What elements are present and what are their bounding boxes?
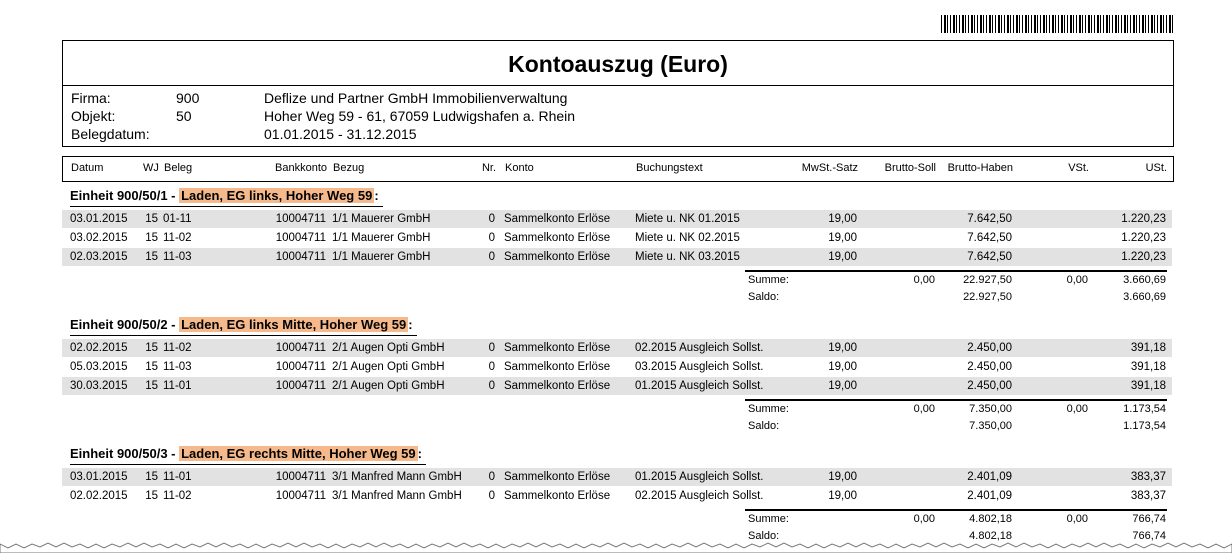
cell-bezug: 1/1 Mauerer GmbH [332, 213, 431, 225]
cell-ust: 1.220,23 [1121, 251, 1166, 263]
cell-beleg: 01-11 [163, 213, 192, 225]
cell-mwst: 19,00 [828, 361, 857, 373]
cell-text: 02.2015 Ausgleich Sollst. [635, 490, 764, 502]
summe-haben: 4.802,18 [969, 513, 1012, 525]
firma-name: Deflize und Partner GmbH Immobilienverwaltung [264, 90, 568, 106]
cell-haben: 2.450,00 [967, 361, 1012, 373]
cell-datum: 02.03.2015 [70, 251, 128, 263]
cell-datum: 03.02.2015 [70, 232, 128, 244]
cell-nr: 0 [488, 251, 495, 263]
objekt-adresse: Hoher Weg 59 - 61, 67059 Ludwigshafen a. Rhein [264, 108, 576, 124]
einheit-highlight: Laden, EG rechts Mitte, Hoher Weg 59 [181, 446, 416, 461]
cell-nr: 0 [488, 380, 495, 392]
cell-haben: 7.642,50 [967, 251, 1012, 263]
cell-datum: 03.01.2015 [70, 471, 128, 483]
cell-beleg: 11-03 [163, 361, 192, 373]
summe-ust: 1.173,54 [1123, 403, 1166, 415]
cell-text: 01.2015 Ausgleich Sollst. [635, 471, 764, 483]
summe-ust: 3.660,69 [1123, 274, 1166, 286]
cell-konto: Sammelkonto Erlöse [504, 490, 611, 502]
page-title: Kontoauszug (Euro) [508, 51, 728, 77]
cell-wj: 15 [145, 380, 158, 392]
col-brutto-haben: Brutto-Haben [947, 162, 1013, 174]
cell-beleg: 11-03 [163, 251, 192, 263]
cell-bezug: 2/1 Augen Opti GmbH [332, 342, 445, 354]
col-bezug: Bezug [333, 162, 365, 174]
cell-nr: 0 [488, 232, 495, 244]
einheit-suffix: : [417, 446, 422, 461]
cell-wj: 15 [145, 342, 158, 354]
cell-bankkonto: 10004711 [275, 490, 326, 502]
col-ust: USt. [1145, 162, 1167, 174]
cell-beleg: 11-01 [163, 471, 192, 483]
col-mwst: MwSt.-Satz [801, 162, 858, 174]
cell-beleg: 11-02 [163, 342, 192, 354]
summe-vst: 0,00 [1066, 513, 1088, 525]
cell-nr: 0 [488, 213, 495, 225]
cell-nr: 0 [488, 342, 495, 354]
cell-bezug: 3/1 Manfred Mann GmbH [332, 471, 462, 483]
cell-mwst: 19,00 [828, 490, 857, 502]
objekt-label: Objekt: [71, 108, 116, 124]
cell-beleg: 11-01 [163, 380, 192, 392]
saldo-haben: 4.802,18 [969, 530, 1012, 542]
cell-bankkonto: 10004711 [275, 251, 326, 263]
cell-ust: 383,37 [1130, 490, 1166, 502]
einheit-prefix: Einheit 900/50/2 - [70, 317, 180, 332]
cell-konto: Sammelkonto Erlöse [504, 380, 611, 392]
summe-soll: 0,00 [913, 403, 935, 415]
saldo-ust: 766,74 [1132, 530, 1166, 542]
belegdatum-label: Belegdatum: [71, 126, 150, 142]
col-buchungstext: Buchungstext [636, 162, 703, 174]
cell-wj: 15 [145, 471, 158, 483]
cell-datum: 05.03.2015 [70, 361, 128, 373]
col-bankkonto: Bankkonto [275, 162, 327, 174]
cell-wj: 15 [145, 251, 158, 263]
summe-haben: 7.350,00 [969, 403, 1012, 415]
col-vst: VSt. [1068, 162, 1089, 174]
cell-bankkonto: 10004711 [275, 380, 326, 392]
col-wj: WJ [143, 162, 159, 174]
col-nr: Nr. [481, 162, 496, 174]
cell-bezug: 1/1 Mauerer GmbH [332, 251, 431, 263]
summe-ust: 766,74 [1132, 513, 1166, 525]
cell-ust: 391,18 [1130, 361, 1166, 373]
cell-text: 02.2015 Ausgleich Sollst. [635, 342, 764, 354]
col-beleg: Beleg [164, 162, 193, 174]
cell-mwst: 19,00 [828, 380, 857, 392]
cell-haben: 2.401,09 [967, 490, 1012, 502]
summe-vst: 0,00 [1066, 403, 1088, 415]
cell-konto: Sammelkonto Erlöse [504, 213, 611, 225]
belegdatum-range: 01.01.2015 - 31.12.2015 [264, 126, 417, 142]
cell-konto: Sammelkonto Erlöse [504, 342, 611, 354]
cell-nr: 0 [488, 490, 495, 502]
cell-mwst: 19,00 [828, 471, 857, 483]
cell-konto: Sammelkonto Erlöse [504, 251, 611, 263]
saldo-haben: 22.927,50 [963, 291, 1012, 303]
summe-vst: 0,00 [1066, 274, 1088, 286]
firma-label: Firma: [71, 90, 111, 106]
cell-bezug: 1/1 Mauerer GmbH [332, 232, 431, 244]
cell-wj: 15 [145, 213, 158, 225]
cell-text: Miete u. NK 02.2015 [635, 232, 740, 244]
saldo-haben: 7.350,00 [969, 420, 1012, 432]
cell-bankkonto: 10004711 [275, 361, 326, 373]
cell-datum: 02.02.2015 [70, 490, 128, 502]
cell-bezug: 2/1 Augen Opti GmbH [332, 380, 445, 392]
einheit-prefix: Einheit 900/50/3 - [70, 446, 180, 461]
cell-bezug: 3/1 Manfred Mann GmbH [332, 490, 462, 502]
cell-bankkonto: 10004711 [275, 342, 326, 354]
summe-label: Summe: [748, 274, 789, 286]
cell-konto: Sammelkonto Erlöse [504, 471, 611, 483]
cell-text: Miete u. NK 03.2015 [635, 251, 740, 263]
cell-mwst: 19,00 [828, 251, 857, 263]
cell-nr: 0 [488, 361, 495, 373]
saldo-label: Saldo: [748, 291, 780, 303]
cell-konto: Sammelkonto Erlöse [504, 361, 611, 373]
saldo-label: Saldo: [748, 420, 780, 432]
cell-bankkonto: 10004711 [275, 471, 326, 483]
cell-wj: 15 [145, 490, 158, 502]
firma-nr: 900 [176, 90, 200, 106]
cell-haben: 2.401,09 [967, 471, 1012, 483]
cell-haben: 2.450,00 [967, 342, 1012, 354]
cell-datum: 03.01.2015 [70, 213, 128, 225]
cell-haben: 7.642,50 [967, 232, 1012, 244]
objekt-nr: 50 [176, 108, 192, 124]
col-brutto-soll: Brutto-Soll [884, 162, 936, 174]
saldo-ust: 1.173,54 [1123, 420, 1166, 432]
summe-label: Summe: [748, 513, 789, 525]
einheit-prefix: Einheit 900/50/1 - [70, 188, 180, 203]
cell-konto: Sammelkonto Erlöse [504, 232, 611, 244]
cell-haben: 2.450,00 [967, 380, 1012, 392]
summe-soll: 0,00 [913, 513, 935, 525]
cell-ust: 383,37 [1130, 471, 1166, 483]
cell-ust: 1.220,23 [1121, 213, 1166, 225]
cell-datum: 02.02.2015 [70, 342, 128, 354]
einheit-suffix: : [374, 188, 379, 203]
cell-bankkonto: 10004711 [275, 232, 326, 244]
einheit-highlight: Laden, EG links Mitte, Hoher Weg 59 [181, 317, 407, 332]
cell-text: 03.2015 Ausgleich Sollst. [635, 361, 764, 373]
cell-mwst: 19,00 [828, 213, 857, 225]
summe-label: Summe: [748, 403, 789, 415]
cell-beleg: 11-02 [163, 490, 192, 502]
cell-bankkonto: 10004711 [275, 213, 326, 225]
cell-ust: 1.220,23 [1121, 232, 1166, 244]
cell-mwst: 19,00 [828, 342, 857, 354]
cell-mwst: 19,00 [828, 232, 857, 244]
saldo-ust: 3.660,69 [1123, 291, 1166, 303]
summe-haben: 22.927,50 [963, 274, 1012, 286]
cell-ust: 391,18 [1130, 342, 1166, 354]
cell-wj: 15 [145, 232, 158, 244]
col-datum: Datum [71, 162, 104, 174]
cell-wj: 15 [145, 361, 158, 373]
cell-text: 01.2015 Ausgleich Sollst. [635, 380, 764, 392]
cell-nr: 0 [488, 471, 495, 483]
einheit-highlight: Laden, EG links, Hoher Weg 59 [181, 188, 373, 203]
cell-text: Miete u. NK 01.2015 [635, 213, 740, 225]
einheit-suffix: : [408, 317, 413, 332]
cell-ust: 391,18 [1130, 380, 1166, 392]
cell-beleg: 11-02 [163, 232, 192, 244]
saldo-label: Saldo: [748, 530, 780, 542]
cell-bezug: 2/1 Augen Opti GmbH [332, 361, 445, 373]
summe-soll: 0,00 [913, 274, 935, 286]
cell-haben: 7.642,50 [967, 213, 1012, 225]
col-konto: Konto [505, 162, 534, 174]
cell-datum: 30.03.2015 [70, 380, 128, 392]
